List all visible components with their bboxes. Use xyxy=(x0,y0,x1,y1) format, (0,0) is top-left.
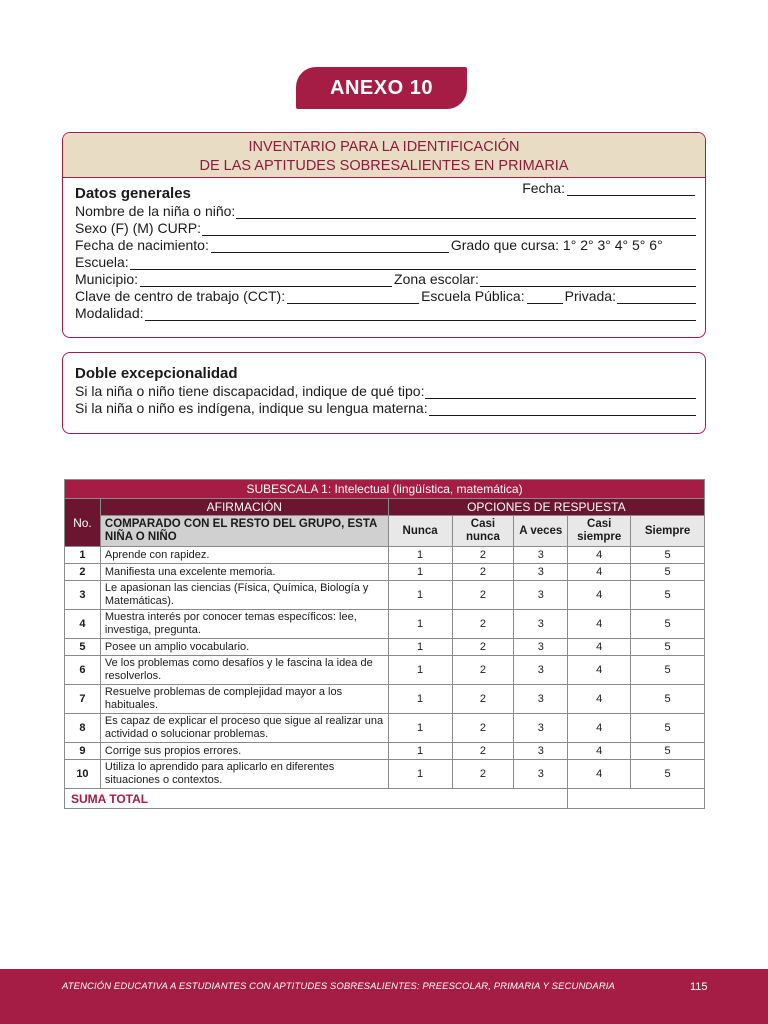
response-option[interactable]: 1 xyxy=(388,639,452,656)
option-header: Siempre xyxy=(631,516,705,547)
response-option[interactable]: 3 xyxy=(514,714,568,743)
response-option[interactable]: 5 xyxy=(631,581,705,610)
indigena-label: Si la niña o niño es indígena, indique su lengua materna: xyxy=(75,400,428,416)
response-option[interactable]: 4 xyxy=(568,743,631,760)
row-number: 4 xyxy=(65,610,101,639)
row-number: 2 xyxy=(65,564,101,581)
statement-text: Muestra interés por conocer temas específicos: lee, investiga, pregunta. xyxy=(100,610,388,639)
escuela-label: Escuela: xyxy=(75,254,129,270)
response-option[interactable]: 5 xyxy=(631,743,705,760)
response-option[interactable]: 4 xyxy=(568,760,631,789)
grado-label: Grado que cursa: 1° 2° 3° 4° 5° 6° xyxy=(450,237,663,253)
response-option[interactable]: 4 xyxy=(568,581,631,610)
response-option[interactable]: 2 xyxy=(452,564,514,581)
response-option[interactable]: 3 xyxy=(514,639,568,656)
option-header: Casi nunca xyxy=(452,516,514,547)
zona-label: Zona escolar: xyxy=(394,271,479,287)
row-number: 1 xyxy=(65,547,101,564)
response-option[interactable]: 4 xyxy=(568,547,631,564)
response-option[interactable]: 4 xyxy=(568,685,631,714)
subscale-title: SUBESCALA 1: Intelectual (lingüística, matemática) xyxy=(65,480,705,499)
page-number: 115 xyxy=(690,981,708,993)
response-option[interactable]: 5 xyxy=(631,760,705,789)
response-option[interactable]: 5 xyxy=(631,685,705,714)
publica-field[interactable] xyxy=(527,290,563,304)
double-exceptionality-box xyxy=(62,352,706,434)
curp-field[interactable] xyxy=(202,222,696,236)
privada-field[interactable] xyxy=(617,290,696,304)
response-option[interactable]: 2 xyxy=(452,610,514,639)
option-header: Nunca xyxy=(388,516,452,547)
nombre-label: Nombre de la niña o niño: xyxy=(75,203,236,219)
discapacidad-field[interactable] xyxy=(425,385,696,399)
response-option[interactable]: 2 xyxy=(452,743,514,760)
modalidad-field[interactable] xyxy=(145,307,697,321)
fecha-label: Fecha: xyxy=(522,180,565,196)
inventory-title xyxy=(63,133,705,178)
table-row xyxy=(65,714,705,743)
curp-label: CURP: xyxy=(157,220,202,236)
response-option[interactable]: 5 xyxy=(631,639,705,656)
response-option[interactable]: 1 xyxy=(388,760,452,789)
page-footer xyxy=(0,969,768,1024)
nacimiento-label: Fecha de nacimiento: xyxy=(75,237,209,253)
table-row xyxy=(65,639,705,656)
response-option[interactable]: 1 xyxy=(388,743,452,760)
table-row xyxy=(65,743,705,760)
row-number: 9 xyxy=(65,743,101,760)
response-option[interactable]: 5 xyxy=(631,564,705,581)
response-option[interactable]: 4 xyxy=(568,639,631,656)
response-option[interactable]: 2 xyxy=(452,639,514,656)
privada-label: Privada: xyxy=(564,288,616,304)
response-option[interactable]: 2 xyxy=(452,760,514,789)
table-row xyxy=(65,564,705,581)
response-option[interactable]: 5 xyxy=(631,656,705,685)
response-option[interactable]: 3 xyxy=(514,760,568,789)
response-option[interactable]: 1 xyxy=(388,656,452,685)
no-header: No. xyxy=(65,499,101,547)
response-option[interactable]: 4 xyxy=(568,714,631,743)
nacimiento-field[interactable] xyxy=(211,239,449,253)
inventory-title-line1: INVENTARIO PARA LA IDENTIFICACIÓN xyxy=(248,139,520,155)
response-option[interactable]: 3 xyxy=(514,656,568,685)
modalidad-label: Modalidad: xyxy=(75,305,144,321)
response-option[interactable]: 2 xyxy=(452,581,514,610)
statement-text: Corrige sus propios errores. xyxy=(100,743,388,760)
response-option[interactable]: 2 xyxy=(452,656,514,685)
statement-text: Posee un amplio vocabulario. xyxy=(100,639,388,656)
statement-text: Aprende con rapidez. xyxy=(100,547,388,564)
cct-field[interactable] xyxy=(287,290,419,304)
response-option[interactable]: 3 xyxy=(514,743,568,760)
response-option[interactable]: 4 xyxy=(568,656,631,685)
response-option[interactable]: 3 xyxy=(514,564,568,581)
statement-text: Utiliza lo aprendido para aplicarlo en diferentes situaciones o contextos. xyxy=(100,760,388,789)
general-data-box xyxy=(62,132,706,338)
table-row xyxy=(65,581,705,610)
doble-heading: Doble excepcionalidad xyxy=(75,365,238,382)
table-row xyxy=(65,685,705,714)
footer-text: ATENCIÓN EDUCATIVA A ESTUDIANTES CON APTITUDES SOBRESALIENTES: PREESCOLAR, PRIMARIA Y SECUNDARIA xyxy=(62,981,615,992)
zona-field[interactable] xyxy=(480,273,696,287)
response-option[interactable]: 5 xyxy=(631,547,705,564)
opciones-header: OPCIONES DE RESPUESTA xyxy=(388,499,704,516)
inventory-title-line2: DE LAS APTITUDES SOBRESALIENTES EN PRIMARIA xyxy=(199,158,569,174)
suma-total-field[interactable] xyxy=(568,789,705,809)
option-header: Casi siempre xyxy=(568,516,631,547)
table-row xyxy=(65,760,705,789)
table-row xyxy=(65,656,705,685)
response-option[interactable]: 1 xyxy=(388,564,452,581)
indigena-field[interactable] xyxy=(429,402,696,416)
response-option[interactable]: 3 xyxy=(514,547,568,564)
response-option[interactable]: 1 xyxy=(388,610,452,639)
cct-label: Clave de centro de trabajo (CCT): xyxy=(75,288,286,304)
response-option[interactable]: 4 xyxy=(568,610,631,639)
row-number: 7 xyxy=(65,685,101,714)
row-number: 3 xyxy=(65,581,101,610)
escuela-field[interactable] xyxy=(130,256,696,270)
row-number: 8 xyxy=(65,714,101,743)
response-option[interactable]: 3 xyxy=(514,581,568,610)
response-option[interactable]: 1 xyxy=(388,714,452,743)
annex-label: ANEXO 10 xyxy=(296,67,467,109)
response-option[interactable]: 2 xyxy=(452,714,514,743)
statement-text: Le apasionan las ciencias (Física, Química, Biología y Matemáticas). xyxy=(100,581,388,610)
table-row xyxy=(65,547,705,564)
statement-text: Manifiesta una excelente memoria. xyxy=(100,564,388,581)
response-option[interactable]: 3 xyxy=(514,685,568,714)
response-option[interactable]: 3 xyxy=(514,610,568,639)
row-number: 6 xyxy=(65,656,101,685)
response-option[interactable]: 1 xyxy=(388,581,452,610)
response-option[interactable]: 2 xyxy=(452,685,514,714)
comparado-header: COMPARADO CON EL RESTO DEL GRUPO, ESTA NIÑA O NIÑO xyxy=(100,516,388,547)
response-option[interactable]: 4 xyxy=(568,564,631,581)
row-number: 5 xyxy=(65,639,101,656)
general-data-heading: Datos generales xyxy=(75,185,191,202)
response-option[interactable]: 1 xyxy=(388,547,452,564)
subscale-table xyxy=(64,479,705,809)
response-option[interactable]: 5 xyxy=(631,610,705,639)
municipio-field[interactable] xyxy=(140,273,392,287)
table-row xyxy=(65,610,705,639)
response-option[interactable]: 5 xyxy=(631,714,705,743)
response-option[interactable]: 1 xyxy=(388,685,452,714)
fecha-field[interactable] xyxy=(567,182,695,196)
statement-text: Es capaz de explicar el proceso que sigue al realizar una actividad o solucionar problemas. xyxy=(100,714,388,743)
discapacidad-label: Si la niña o niño tiene discapacidad, indique de qué tipo: xyxy=(75,383,425,399)
municipio-label: Municipio: xyxy=(75,271,139,287)
row-number: 10 xyxy=(65,760,101,789)
sexo-label: Sexo (F) (M) xyxy=(75,220,154,236)
response-option[interactable]: 2 xyxy=(452,547,514,564)
nombre-field[interactable] xyxy=(236,205,696,219)
option-header: A veces xyxy=(514,516,568,547)
statement-text: Resuelve problemas de complejidad mayor a los habituales. xyxy=(100,685,388,714)
suma-total-label: SUMA TOTAL xyxy=(65,789,568,809)
statement-text: Ve los problemas como desafíos y le fascina la idea de resolverlos. xyxy=(100,656,388,685)
publica-label: Escuela Pública: xyxy=(421,288,525,304)
afirmacion-header: AFIRMACIÓN xyxy=(100,499,388,516)
